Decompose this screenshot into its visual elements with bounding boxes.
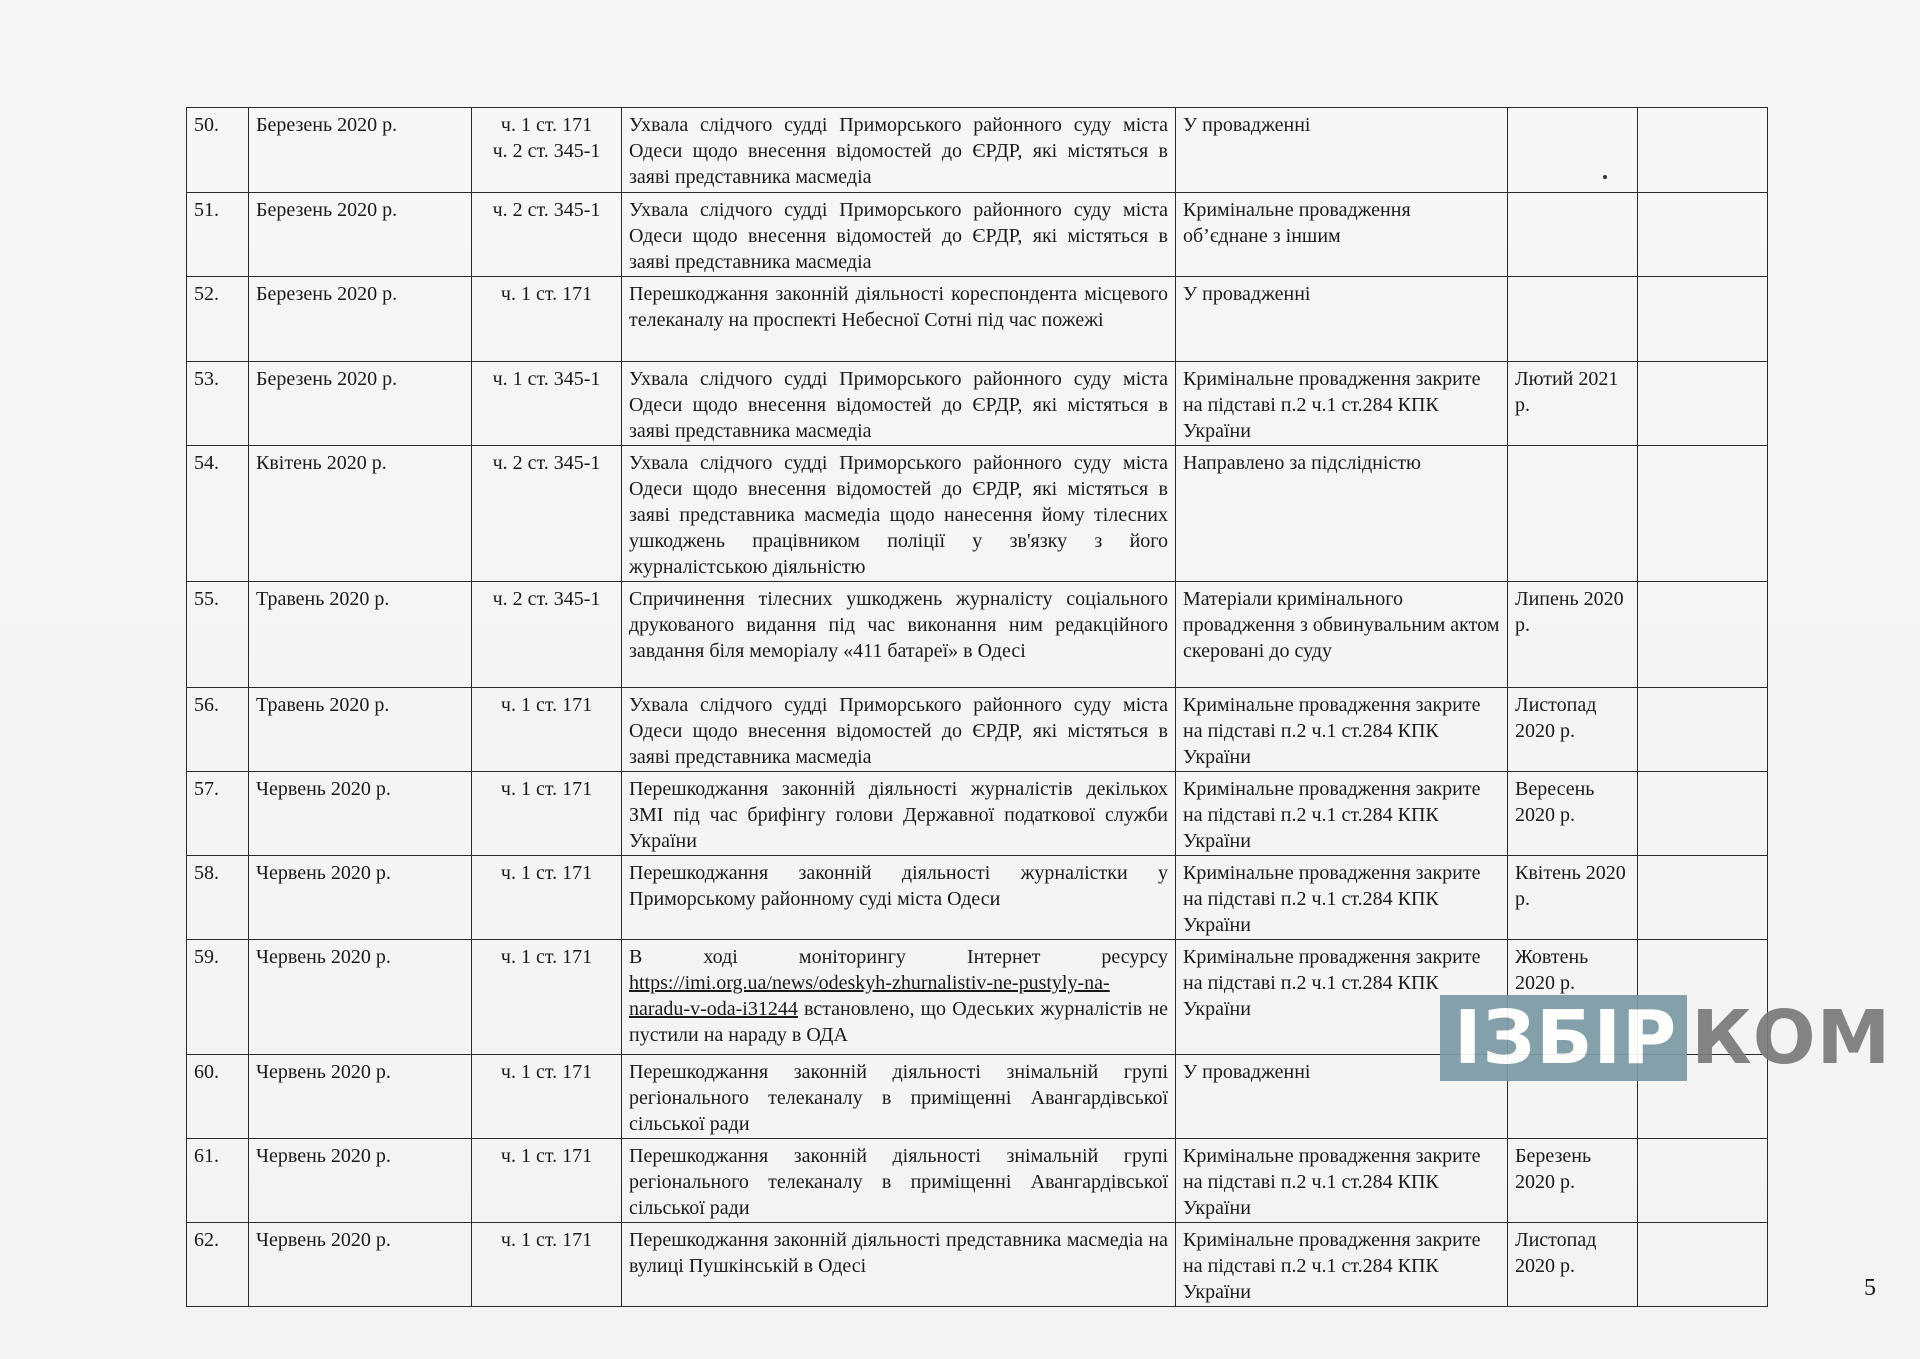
row-status: Кримінальне провадження закрите на підставі п.2 ч.1 ст.284 КПК України (1176, 1223, 1508, 1307)
row-date: Червень 2020 р. (249, 772, 472, 856)
row-closed-date: Березень 2020 р. (1508, 1139, 1638, 1223)
article-line: ч. 1 ст. 171 (500, 1061, 593, 1083)
row-date: Березень 2020 р. (249, 193, 472, 277)
cases-table (186, 107, 1768, 1307)
row-date: Червень 2020 р. (249, 940, 472, 1055)
row-date: Березень 2020 р. (249, 277, 472, 362)
table-row (187, 277, 1768, 362)
row-number: 55. (187, 582, 249, 688)
row-closed-date (1508, 193, 1638, 277)
row-note (1638, 446, 1768, 582)
row-article (472, 772, 622, 856)
row-closed-date (1508, 1055, 1638, 1139)
row-description: Перешкоджання законній діяльності знімальній групі регіонального телеканалу в приміщенні Авангардівської сільської ради (622, 1055, 1176, 1139)
row-date: Червень 2020 р. (249, 856, 472, 940)
row-note (1638, 108, 1768, 193)
row-description: Перешкоджання законній діяльності представника масмедіа на вулиці Пушкінській в Одесі (622, 1223, 1176, 1307)
table-row (187, 772, 1768, 856)
row-closed-date: Вересень 2020 р. (1508, 772, 1638, 856)
description-text: встановлено, що Одеських журналістів не пустили на нараду в ОДА (629, 998, 1168, 1046)
article-line: ч. 1 ст. 171 (500, 283, 593, 305)
row-article (472, 1055, 622, 1139)
row-description: Ухвала слідчого судді Приморського районного суду міста Одеси щодо внесення відомостей до ЄРДР, які містяться в заяві представника масмедіа (622, 108, 1176, 193)
row-closed-date: Листопад 2020 р. (1508, 688, 1638, 772)
table-row (187, 582, 1768, 688)
row-note (1638, 688, 1768, 772)
watermark-boxed-text: ІЗБІР (1440, 995, 1687, 1081)
row-description: Перешкоджання законній діяльності журналістки у Приморському районному суді міста Одеси (622, 856, 1176, 940)
row-status: Кримінальне провадження об’єднане з іншим (1176, 193, 1508, 277)
row-status: Кримінальне провадження закрите на підставі п.2 ч.1 ст.284 КПК України (1176, 856, 1508, 940)
table-row (187, 856, 1768, 940)
row-number: 50. (187, 108, 249, 193)
row-status: Кримінальне провадження закрите на підставі п.2 ч.1 ст.284 КПК України (1176, 362, 1508, 446)
table-row (187, 362, 1768, 446)
table-row (187, 193, 1768, 277)
row-description: Ухвала слідчого судді Приморського районного суду міста Одеси щодо внесення відомостей до ЄРДР, які містяться в заяві представника масмедіа (622, 688, 1176, 772)
watermark-rest-text: КОМ (1691, 995, 1892, 1081)
page-number: 5 (1864, 1275, 1876, 1301)
row-number: 51. (187, 193, 249, 277)
row-description: Ухвала слідчого судді Приморського районного суду міста Одеси щодо внесення відомостей до ЄРДР, які містяться в заяві представника масмедіа (622, 362, 1176, 446)
row-note (1638, 277, 1768, 362)
row-status: У провадженні (1176, 108, 1508, 193)
row-closed-date: Липень 2020 р. (1508, 582, 1638, 688)
row-date: Червень 2020 р. (249, 1055, 472, 1139)
row-date: Червень 2020 р. (249, 1139, 472, 1223)
article-line: ч. 1 ст. 171 (500, 114, 593, 136)
row-status: Кримінальне провадження закрите на підставі п.2 ч.1 ст.284 КПК України (1176, 940, 1508, 1055)
row-closed-date (1508, 446, 1638, 582)
row-number: 54. (187, 446, 249, 582)
row-status: Кримінальне провадження закрите на підставі п.2 ч.1 ст.284 КПК України (1176, 688, 1508, 772)
row-description: Перешкоджання законній діяльності журналістів декількох ЗМІ під час брифінгу голови Державної податкової служби України (622, 772, 1176, 856)
article-line: ч. 2 ст. 345-1 (492, 452, 601, 474)
row-closed-date: Квітень 2020 р. (1508, 856, 1638, 940)
row-status: Кримінальне провадження закрите на підставі п.2 ч.1 ст.284 КПК України (1176, 1139, 1508, 1223)
row-number: 58. (187, 856, 249, 940)
row-note (1638, 940, 1768, 1055)
row-note (1638, 582, 1768, 688)
article-line: ч. 1 ст. 171 (500, 778, 593, 800)
row-closed-date: Жовтень 2020 р. (1508, 940, 1638, 1055)
row-date: Березень 2020 р. (249, 362, 472, 446)
row-description (622, 940, 1176, 1055)
article-line: ч. 2 ст. 345-1 (492, 140, 601, 162)
row-number: 61. (187, 1139, 249, 1223)
table-row (187, 940, 1768, 1055)
article-line: ч. 1 ст. 171 (500, 946, 593, 968)
row-status: Направлено за підслідністю (1176, 446, 1508, 582)
row-note (1638, 1055, 1768, 1139)
row-date: Березень 2020 р. (249, 108, 472, 193)
row-closed-date (1508, 108, 1638, 193)
article-line: ч. 2 ст. 345-1 (492, 588, 601, 610)
row-note (1638, 772, 1768, 856)
row-article (472, 362, 622, 446)
article-line: ч. 1 ст. 171 (500, 1145, 593, 1167)
row-number: 53. (187, 362, 249, 446)
row-status: Кримінальне провадження закрите на підставі п.2 ч.1 ст.284 КПК України (1176, 772, 1508, 856)
row-description: Перешкоджання законній діяльності знімальній групі регіонального телеканалу в приміщенні Авангардівської сільської ради (622, 1139, 1176, 1223)
article-line: ч. 1 ст. 171 (500, 862, 593, 884)
article-line: ч. 1 ст. 171 (500, 1229, 593, 1251)
row-description: Ухвала слідчого судді Приморського районного суду міста Одеси щодо внесення відомостей до ЄРДР, які містяться в заяві представника масмедіа щодо нанесення йому тілесних ушкоджень працівником поліції у зв'язку з його журналістською діяльністю (622, 446, 1176, 582)
row-number: 60. (187, 1055, 249, 1139)
row-number: 62. (187, 1223, 249, 1307)
row-number: 59. (187, 940, 249, 1055)
scan-speck (1603, 175, 1607, 179)
row-note (1638, 1139, 1768, 1223)
row-date: Травень 2020 р. (249, 582, 472, 688)
row-closed-date (1508, 277, 1638, 362)
row-status: У провадженні (1176, 277, 1508, 362)
row-note (1638, 193, 1768, 277)
row-note (1638, 1223, 1768, 1307)
row-date: Травень 2020 р. (249, 688, 472, 772)
row-article (472, 582, 622, 688)
row-article (472, 108, 622, 193)
row-status: Матеріали кримінального провадження з обвинувальним актом скеровані до суду (1176, 582, 1508, 688)
row-note (1638, 362, 1768, 446)
row-article (472, 446, 622, 582)
row-status: У провадженні (1176, 1055, 1508, 1139)
article-line: ч. 1 ст. 171 (500, 694, 593, 716)
row-article (472, 940, 622, 1055)
description-text: В ході моніторингу Інтернет ресурсу (629, 946, 1168, 968)
row-article (472, 1223, 622, 1307)
row-article (472, 1139, 622, 1223)
article-line: ч. 2 ст. 345-1 (492, 199, 601, 221)
row-number: 56. (187, 688, 249, 772)
table-row (187, 688, 1768, 772)
row-note (1638, 856, 1768, 940)
row-article (472, 688, 622, 772)
table-row (187, 108, 1768, 193)
row-description: Спричинення тілесних ушкоджень журналісту соціального друкованого видання під час виконання ним редакційного завдання біля меморіалу «411 батареї» в Одесі (622, 582, 1176, 688)
table-row (187, 446, 1768, 582)
row-closed-date: Листопад 2020 р. (1508, 1223, 1638, 1307)
row-number: 52. (187, 277, 249, 362)
table-row (187, 1223, 1768, 1307)
row-number: 57. (187, 772, 249, 856)
article-line: ч. 1 ст. 345-1 (492, 368, 601, 390)
table-row (187, 1055, 1768, 1139)
row-date: Червень 2020 р. (249, 1223, 472, 1307)
row-description: Перешкоджання законній діяльності кореспондента місцевого телеканалу на проспекті Небесної Сотні під час пожежі (622, 277, 1176, 362)
row-article (472, 277, 622, 362)
row-article (472, 856, 622, 940)
table-row (187, 1139, 1768, 1223)
row-date: Квітень 2020 р. (249, 446, 472, 582)
row-article (472, 193, 622, 277)
row-description: Ухвала слідчого судді Приморського районного суду міста Одеси щодо внесення відомостей до ЄРДР, які містяться в заяві представника масмедіа (622, 193, 1176, 277)
source-link[interactable]: https://imi.org.ua/news/odeskyh-zhurnalistiv-ne-pustyly-na-naradu-v-oda-i31244 (629, 972, 1110, 1020)
row-closed-date: Лютий 2021 р. (1508, 362, 1638, 446)
